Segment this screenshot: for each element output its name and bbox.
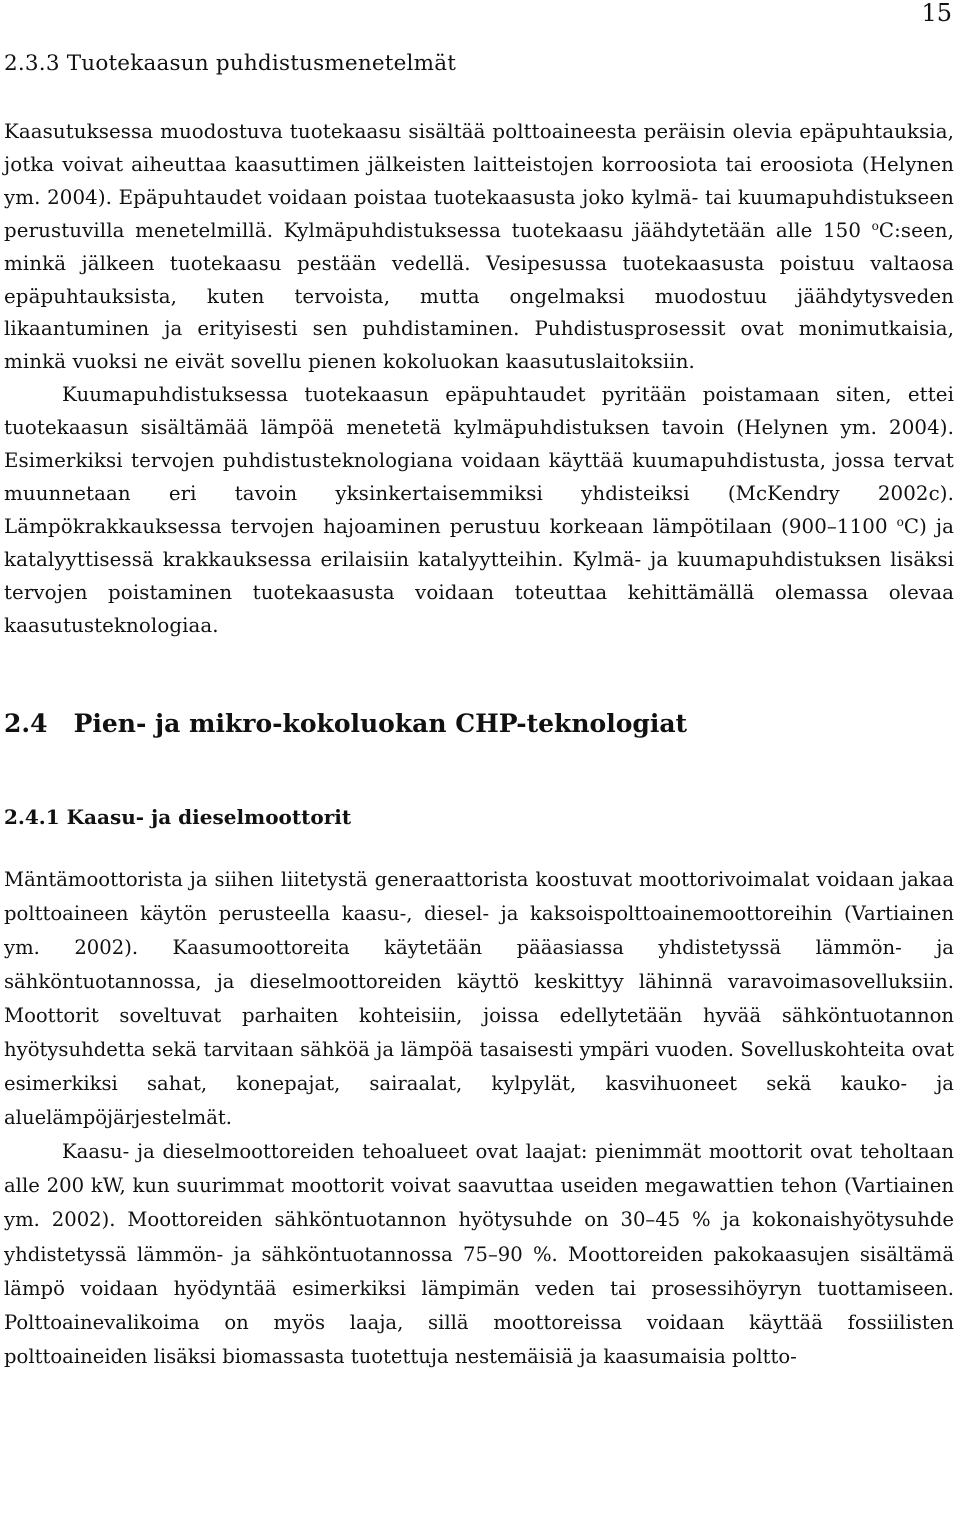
section-heading-2-4-1: 2.4.1 Kaasu- ja dieselmoottorit (4, 804, 352, 829)
paragraph-hot-cleaning (4, 379, 954, 642)
spacer (4, 643, 954, 707)
section-heading-2-4: 2.4 Pien- ja mikro-kokoluokan CHP-teknologiat (4, 708, 688, 738)
degree-superscript: o (871, 218, 879, 233)
page-number: 15 (921, 0, 952, 27)
degree-superscript: o (896, 514, 904, 529)
paragraph-cleaning-methods (4, 116, 954, 379)
spacer (4, 741, 954, 801)
paragraph-engine-plants: Mäntämoottorista ja siihen liitetystä generaattorista koostuvat moottorivoimalat voidaan jakaa polttoaineen käytön perusteella kaasu-, diesel- ja kaksoispolttoainemoottoreihin (Vartiainen ym. 2002). Kaasumoottoreita käytetään pääasiassa yhdistetyssä lämmön- ja sähköntuotannossa, ja dieselmoottoreiden käyttö keskittyy lähinnä varavoimasovelluksiin. Moottorit soveltuvat parhaiten kohteisiin, joissa edellytetään hyvää sähköntuotannon hyötysuhdetta sekä tarvitaan sähköä ja lämpöä tasaisesti ympäri vuoden. Sovelluskohteita ovat esimerkiksi sahat, konepajat, sairaalat, kylpylät, kasvihuoneet sekä kauko- ja aluelämpöjärjestelmät. (4, 867, 954, 1130)
spacer (4, 833, 954, 863)
paragraph-text: Kaasutuksessa muodostuva tuotekaasu sisältää polttoaineesta peräisin olevia epäpuhtauksia, jotka voivat aiheuttaa kaasuttimen jälkeisten laitteistojen korroosiota tai eroosiota (Helynen ym. 2004). Epäpuhtaudet voidaan poistaa tuotekaasusta joko kylmä- tai kuumapuhdistukseen perustuvilla menetelmillä. Kylmäpuhdistuksessa tuotekaasu jäähdytetään alle 150 (4, 120, 954, 242)
page-content (4, 48, 954, 1374)
paragraph-text: C:seen, minkä jälkeen tuotekaasu pestään vedellä. Vesipesussa tuotekaasusta poistuu valtaosa epäpuhtauksista, kuten tervoista, mutta ongelmaksi muodostuu jäähdytysveden likaantuminen ja erityisesti sen puhdistaminen. Puhdistusprosessit ovat monimutkaisia, minkä vuoksi ne eivät sovellu pienen kokoluokan kaasutuslaitoksiin. (4, 218, 954, 374)
spacer (4, 80, 954, 116)
paragraph-text: C) ja katalyyttisessä krakkauksessa erilaisiin katalyytteihin. Kylmä- ja kuumapuhdistuksen lisäksi tervojen poistaminen tuotekaasusta voidaan toteuttaa kehittämällä olemassa olevaa kaasutusteknologiaa. (4, 514, 955, 637)
paragraph-text: Kuumapuhdistuksessa tuotekaasun epäpuhtaudet pyritään poistamaan siten, ettei tuotekaasun sisältämää lämpöä menetetä kylmäpuhdistuksen tavoin (Helynen ym. 2004). Esimerkiksi tervojen puhdistusteknologiana voidaan käyttää kuumapuhdistusta, jossa tervat muunnetaan eri tavoin yksinkertaisemmiksi yhdisteiksi (McKendry 2002c). Lämpökrakkauksessa tervojen hajoaminen perustuu korkeaan lämpötilaan (900–1100 (4, 383, 954, 538)
paragraph-power-ranges: Kaasu- ja dieselmoottoreiden tehoalueet ovat laajat: pienimmät moottorit ovat teholtaan alle 200 kW, kun suurimmat moottorit voivat saavuttaa useiden megawattien tehon (Vartiainen ym. 2002). Moottoreiden sähköntuotannon hyötysuhde on 30–45 % ja kokonaishyötysuhde yhdistetyssä lämmön- ja sähköntuotannossa 75–90 %. Moottoreiden pakokaasujen sisältämä lämpö voidaan hyödyntää esimerkiksi lämpimän veden tai prosessihöyryn tuottamiseen. Polttoainevalikoima on myös laaja, sillä moottoreissa voidaan käyttää fossiilisten polttoaineiden lisäksi biomassasta tuotettuja nestemäisiä ja kaasumaisia poltto- (4, 1140, 954, 1368)
section-heading-2-3-3: 2.3.3 Tuotekaasun puhdistusmenetelmät (4, 51, 457, 76)
